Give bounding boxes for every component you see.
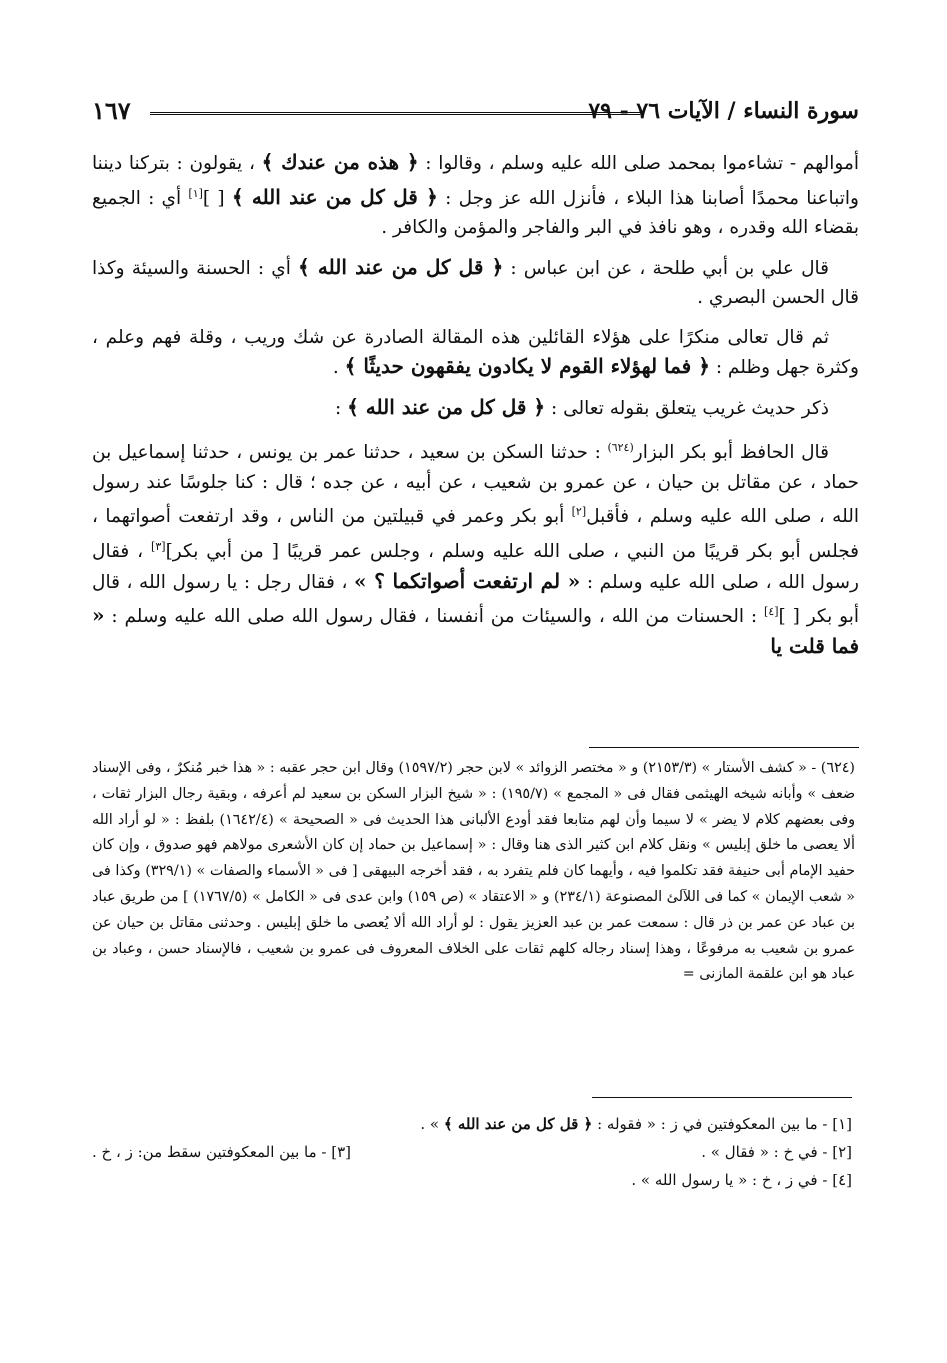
footnotes — [92, 1110, 852, 1194]
footnote-3: [٣] - ما بين المعكوفتين سقط من: ز ، خ . — [92, 1143, 352, 1161]
text: : الحسنات من الله ، والسيئات من أنفسنا ، فقال رسول الله صلى الله عليه وسلم : — [104, 606, 765, 628]
quran-quote: ﴿ قل كل من عند الله ﴾ — [443, 1115, 593, 1133]
text: ، فقال رسول الله ، صلى الله عليه وسلم : — [92, 541, 859, 593]
text: قال علي بن أبي طلحة ، عن ابن عباس : — [503, 257, 829, 279]
quran-quote: ﴿ قل كل من عند الله ﴾ — [347, 394, 546, 419]
text: أموالهم - تشاءموا بمحمد صلى الله عليه وسلم ، وقالوا : — [418, 153, 859, 174]
text: ثم قال تعالى منكرًا على هؤلاء القائلين هذه المقالة الصادرة عن شك وريب ، وقلة فهم وعلم ، وكثرة جهل وظلم : — [92, 326, 859, 379]
footnotes-divider — [592, 1097, 852, 1098]
hadith-quote: « لم ارتفعت أصواتكما ؟ » — [354, 568, 581, 593]
text: قال الحافظ أبو بكر البزار — [633, 442, 830, 464]
quran-quote: ﴿ هذه من عندك ﴾ — [261, 150, 419, 174]
page-number: ١٦٧ — [92, 96, 131, 125]
text: ، يقولون : بتركنا ديننا واتباعنا محمدًا أصابنا هذا البلاء ، فأنزل الله عز وجل : — [92, 153, 859, 209]
text: : حدثنا السكن بن سعيد ، حدثنا عمر بن يونس ، حدثنا إسماعيل بن حماد ، عن مقاتل بن حيان ، عن عمرو بن شعيب ، عن أبيه ، عن جده ؛ قال : كنا جلوسًا عند رسول الله ، صلى الله عليه وسلم ، فأقبل — [92, 442, 860, 528]
main-text — [92, 148, 859, 672]
text: : — [334, 397, 348, 419]
text: » . — [420, 1115, 444, 1133]
takhrij-notes — [92, 756, 855, 988]
text: [ ] — [202, 187, 232, 209]
footnote-ref: [٤] — [764, 605, 779, 619]
hadith-quote: « فما قلت يا — [92, 603, 859, 658]
surah-title: سورة النساء / الآيات ٧٦ - ٧٩ — [588, 98, 859, 124]
notes-divider — [589, 747, 859, 748]
text: أي : الجميع بقضاء الله وقدره ، وهو نافذ في البر والفاجر والمؤمن والكافر . — [92, 187, 859, 239]
footnote-2: [٢] - في خ : « فقال » . — [701, 1143, 852, 1161]
paragraph-1 — [92, 148, 859, 243]
paragraph-5 — [92, 433, 859, 662]
footnote-ref: [٣] — [151, 539, 166, 553]
footnote-4: [٤] - في ز ، خ : « يا رسول الله » . — [631, 1171, 852, 1189]
text: . — [332, 357, 345, 379]
paragraph-3 — [92, 323, 859, 383]
header-rule — [150, 112, 640, 118]
footnote-1 — [92, 1110, 852, 1138]
note-624: (٦٢٤) - « كشف الأستار » (٢١٥٣/٣) و « مختصر الزوائد » لابن حجر (١٥٩٧/٢) وقال ابن حجر عقبه : « هذا خبر مُنكرٌ ، وفى الإسناد ضعف » وأبانه شيخه الهيثمى فقال فى « المجمع » (١٩٥/٧) : « شيخ البزار السكن بن سعيد لم أعرفه ، وبقية رجال البزار ثقات ، وفى بعضهم كلام لا يضر » لا سيما وأن لهم متابعا فقد أودع الألبانى هذا الحديث فى « الصحيحة » (١٦٤٢/٤) بلفظ : « لو أراد الله ألا يعصى ما خلق إبليس » ونقل كلام ابن كثير الذى هنا وقال : « إسماعيل بن حماد إن كان الأشعرى مولاهم فهو صدوق ، وإن كان حفيد الإمام أبى حنيفة فقد تكلموا فيه ، وأيهما كان فلم يتفرد به ، فقد أخرجه البيهقى [ فى « الأسماء والصفات » (٣٢٩/١) وكذا فى « شعب الإيمان » كما فى اللآلئ المصنوعة (٢٣٤/١) و « الاعتقاد » (ص ١٥٩) وابن عدى فى « الكامل » (١٧٦٧/٥) ] من طريق عباد بن عباد عن عمر بن ذر قال : سمعت عمر بن عبد العزيز يقول : لو أراد الله ألا يُعصى ما خلق إبليس . وحدثنى مقاتل بن حيان عن عمرو بن شعيب به مرفوعًا ، وهذا إسناد رجاله كلهم ثقات على الخلاف المعروف فى عمرو بن شعيب ، فالإسناد حسن ، وعباد بن عباد هو ابن علقمة المازنى = — [92, 760, 855, 983]
text: [١] - ما بين المعكوفتين في ز : « فقوله : — [592, 1115, 852, 1133]
footnote-row — [92, 1138, 852, 1166]
paragraph-2 — [92, 253, 859, 313]
page-header — [92, 92, 859, 132]
quran-quote: ﴿ فما لهؤلاء القوم لا يكادون يفقهون حديثًا ﴾ — [344, 354, 710, 379]
quran-quote: ﴿ قل كل من عند الله ﴾ — [297, 254, 504, 279]
quran-quote: ﴿ قل كل من عند الله ﴾ — [231, 184, 438, 209]
note-ref: (٦٢٤) — [607, 441, 634, 455]
text: ، فقال رجل : يا رسول الله ، قال أبو بكر [ ] — [92, 571, 859, 628]
text: ذكر حديث غريب يتعلق بقوله تعالى : — [545, 397, 829, 419]
text: أبو بكر وعمر في قبيلتين من الناس ، وقد ارتفعت أصواتهما ، فجلس أبو بكر قريبًا من النبي ، صلى الله عليه وسلم ، وجلس عمر قريبًا [ من أبي بكر] — [92, 506, 859, 563]
paragraph-4 — [92, 393, 859, 424]
text: أي : الحسنة والسيئة وكذا قال الحسن البصري . — [92, 257, 859, 309]
footnote-ref: [٢] — [571, 505, 587, 519]
footnote-ref: [١] — [188, 186, 203, 200]
